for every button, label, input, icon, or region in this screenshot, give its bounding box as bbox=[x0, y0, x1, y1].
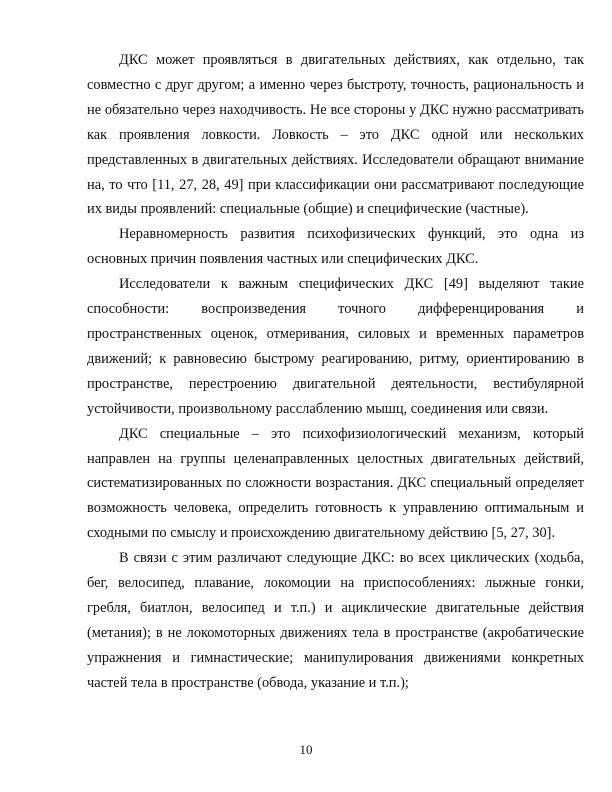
paragraph-4: ДКС специальные – это психофизиологический механизм, который направлен на группы целенаправленных целостных двигательных действий, систематизированных по сложности возрастания. ДКС специальный определяет возможность человека, определить готовность к управлению оптимальным и сходными по смыслу и происхождению двигательному действию [5, 27, 30]. bbox=[87, 425, 584, 542]
paragraph-2: Неравномерность развития психофизических функций, это одна из основных причин появления частных или специфических ДКС. bbox=[87, 226, 584, 268]
page-number: 10 bbox=[299, 742, 313, 757]
paragraph-5: В связи с этим различают следующие ДКС: во всех циклических (ходьба, бег, велосипед, плавание, локомоции на приспособлениях: лыжные гонки, гребля, биатлон, велосипед и т.п.) и ациклические двигательные действия (метания); в не локомоторных движениях тела в пространстве (акробатические упражнения и гимнастические; манипулирования движениями конкретных частей тела в пространстве (обвода, указание и т.п.); bbox=[87, 550, 584, 691]
paragraph-3: Исследователи к важным специфических ДКС [49] выделяют такие способности: воспроизведения точного дифференцирования и пространственных оценок, отмеривания, силовых и временных параметров движений; к равновесию быстрому реагированию, ритму, ориентированию в пространстве, перестроению двигательной деятельности, вестибулярной устойчивости, произвольному расслаблению мышц, соединения или связи. bbox=[87, 276, 584, 417]
body-text bbox=[87, 48, 584, 696]
paragraph-1: ДКС может проявляться в двигательных действиях, как отдельно, так совместно с друг другом; а именно через быстроту, точность, рациональность и не обязательно через находчивость. Не все стороны у ДКС нужно рассматривать как проявления ловкости. Ловкость – это ДКС одной или нескольких представленных в двигательных действиях. Исследователи обращают внимание на, то что [11, 27, 28, 49] при классификации они рассматривают последующие их виды проявлений: специальные (общие) и специфические (частные). bbox=[87, 52, 584, 218]
